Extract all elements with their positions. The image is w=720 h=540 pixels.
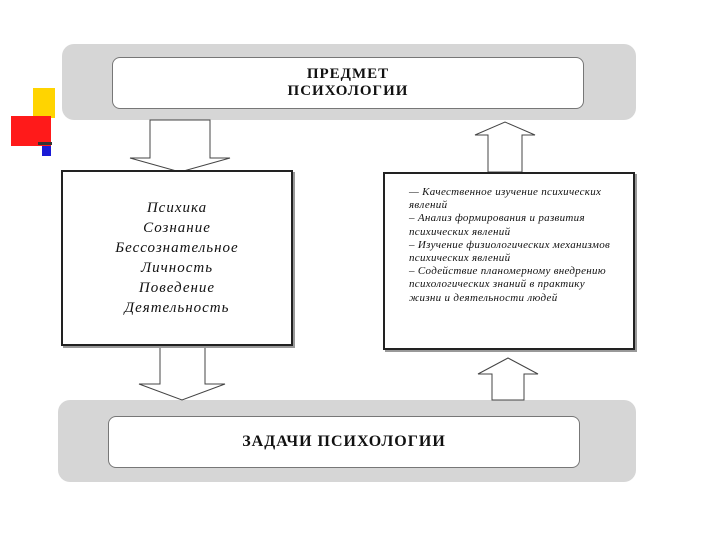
tasks-title: ЗАДАЧИ ПСИХОЛОГИИ — [242, 433, 446, 450]
arrow-up-top-right-icon — [475, 122, 535, 172]
subject-item: Психика — [146, 200, 208, 216]
subject-item: Бессознательное — [115, 240, 239, 256]
subject-title: ПРЕДМЕТ ПСИХОЛОГИИ — [287, 66, 409, 99]
arrow-up-bottom-right-icon — [478, 358, 538, 400]
task-item: – Анализ формирования и развития психических явлений — [409, 212, 585, 238]
subject-item: Деятельность — [124, 300, 230, 316]
subject-items-box — [61, 170, 293, 346]
subject-item: Сознание — [143, 220, 211, 236]
task-items-box — [383, 172, 635, 350]
arrow-down-top-left-icon — [130, 120, 230, 172]
subject-item: Поведение — [138, 280, 216, 296]
task-item: — Качественное изучение психических явлений — [409, 186, 602, 212]
arrow-down-bottom-left-icon — [139, 342, 225, 400]
task-item: – Содействие планомерному внедрению психологических знаний в практику жизни и деятельности людей — [409, 265, 606, 304]
task-item: – Изучение физиологических механизмов психических явлений — [409, 238, 611, 265]
subject-item: Личность — [140, 260, 214, 276]
